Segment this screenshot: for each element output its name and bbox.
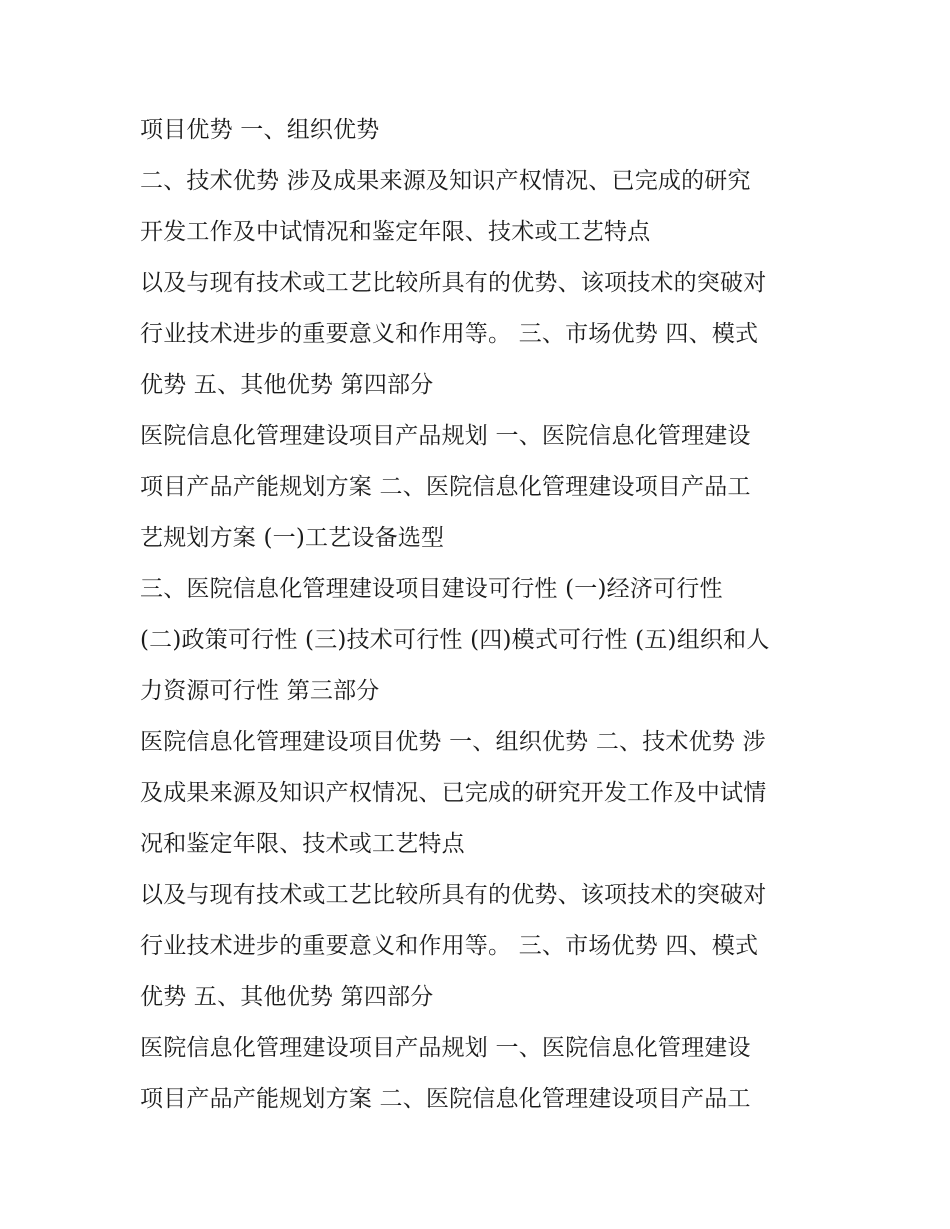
- text-line: 况和鉴定年限、技术或工艺特点: [140, 831, 465, 857]
- text-line: 力资源可行性 第三部分: [140, 678, 380, 704]
- document-body: [140, 111, 830, 1131]
- text-line: 以及与现有技术或工艺比较所具有的优势、该项技术的突破对: [140, 882, 767, 908]
- text-line: 及成果来源及知识产权情况、已完成的研究开发工作及中试情: [140, 780, 767, 806]
- text-line: 三、医院信息化管理建设项目建设可行性 (一)经济可行性: [140, 576, 723, 602]
- text-line: 项目产品产能规划方案 二、医院信息化管理建设项目产品工: [140, 1086, 751, 1112]
- text-line: 二、技术优势 涉及成果来源及知识产权情况、已完成的研究: [140, 168, 751, 194]
- text-line: 行业技术进步的重要意义和作用等。 三、市场优势 四、模式: [140, 321, 759, 347]
- text-line: 以及与现有技术或工艺比较所具有的优势、该项技术的突破对: [140, 270, 767, 296]
- text-line: 行业技术进步的重要意义和作用等。 三、市场优势 四、模式: [140, 933, 759, 959]
- text-line: 艺规划方案 (一)工艺设备选型: [140, 525, 445, 551]
- text-line: 优势 五、其他优势 第四部分: [140, 984, 434, 1010]
- text-line: 开发工作及中试情况和鉴定年限、技术或工艺特点: [140, 219, 651, 245]
- text-line: (二)政策可行性 (三)技术可行性 (四)模式可行性 (五)组织和人: [140, 627, 770, 653]
- text-line: 项目优势 一、组织优势: [140, 117, 380, 143]
- text-line: 项目产品产能规划方案 二、医院信息化管理建设项目产品工: [140, 474, 751, 500]
- text-line: 优势 五、其他优势 第四部分: [140, 372, 434, 398]
- text-line: 医院信息化管理建设项目优势 一、组织优势 二、技术优势 涉: [140, 729, 766, 755]
- text-line: 医院信息化管理建设项目产品规划 一、医院信息化管理建设: [140, 423, 751, 449]
- text-line: 医院信息化管理建设项目产品规划 一、医院信息化管理建设: [140, 1035, 751, 1061]
